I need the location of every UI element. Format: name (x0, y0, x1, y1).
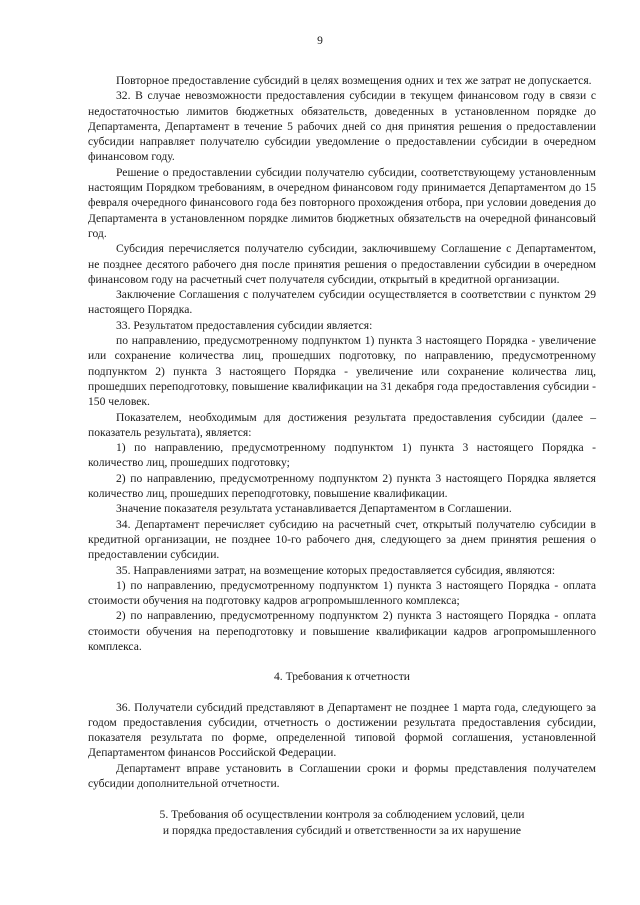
section-4-heading: 4. Требования к отчетности (274, 670, 410, 684)
paragraph-35: 35. Направлениями затрат, на возмещение которых предоставляется субсидия, являются: (116, 563, 556, 577)
document-body (88, 73, 596, 838)
paragraph: Субсидия перечисляется получателю субсидии, заключившему Соглашение с Департаментом, не позднее десятого рабочего дня после принятия решения о предоставлении субсидии в очередном финансовом году на расчетный счет получателя субсидии, открытый в кредитной организации. (88, 242, 596, 286)
paragraph: Департамент вправе установить в Соглашении сроки и формы представления получателем субсидии дополнительной отчетности. (88, 761, 596, 791)
paragraph: Повторное предоставление субсидий в целях возмещения одних и тех же затрат не допускается. (116, 74, 592, 87)
paragraph: по направлению, предусмотренному подпунктом 1) пункта 3 настоящего Порядка - увеличение или сохранение количества лиц, прошедших подготовку, по направлению, предусмотренному подпунктом 2) пункта 3 настоящего Порядка - увеличение или сохранение количества лиц, прошедших переподготовку, повышение квалификации на 31 декабря года предоставления субсидии - 150 человек. (88, 334, 596, 409)
section-5-heading-line: 5. Требования об осуществлении контроля за соблюдением условий, цели (159, 808, 525, 822)
page-number: 9 (317, 35, 323, 47)
paragraph-36: 36. Получатели субсидий представляют в Департамент не позднее 1 марта года, следующего за годом предоставления субсидии, отчетность о достижении результата предоставления субсидии, показателя результата по форме, определенной типовой формой соглашения, установленной Департаментом финансов Российской Федерации. (88, 700, 596, 760)
paragraph-34: 34. Департамент перечисляет субсидию на расчетный счет, открытый получателю субсидии в кредитной организации, не позднее 10-го рабочего дня, следующего за днем принятия решения о предоставлении субсидии. (88, 517, 596, 562)
list-item: 1) по направлению, предусмотренному подпунктом 1) пункта 3 настоящего Порядка - оплата стоимости обучения на подготовку кадров агропромышленного комплекса; (88, 578, 596, 608)
section-5-heading-line: и порядка предоставления субсидий и ответственности за их нарушение (162, 823, 522, 837)
paragraph-32: 32. В случае невозможности предоставления субсидии в текущем финансовом году в связи с недостаточностью лимитов бюджетных обязательств, доведенных в установленном порядке до Департамента, Департамент в течение 5 рабочих дней со дня принятия решения о предоставлении субсидии направляет получателю субсидии уведомление о предоставлении субсидии в очередном финансовом году. (88, 89, 596, 164)
paragraph: Показателем, необходимым для достижения результата предоставления субсидии (далее – показатель результата), является: (88, 410, 596, 439)
paragraph: Значение показателя результата устанавливается Департаментом в Соглашении. (116, 502, 512, 516)
list-item: 1) по направлению, предусмотренному подпунктом 1) пункта 3 настоящего Порядка - количество лиц, прошедших подготовку; (88, 441, 596, 470)
paragraph-33: 33. Результатом предоставления субсидии является: (116, 318, 373, 332)
paragraph: Решение о предоставлении субсидии получателю субсидии, соответствующему установленным настоящим Порядком требованиям, в очередном финансовом году принимается Департаментом до 15 февраля очередного финансового года без повторного прохождения отбора, при условии доведения до Департамента в установленном порядке лимитов бюджетных обязательств на очередной финансовый год. (88, 165, 596, 240)
paragraph: Заключение Соглашения с получателем субсидии осуществляется в соответствии с пунктом 29 настоящего Порядка. (88, 288, 596, 317)
list-item: 2) по направлению, предусмотренному подпунктом 2) пункта 3 настоящего Порядка - оплата стоимости обучения на переподготовку и повышение квалификации кадров агропромышленного комплекса. (88, 609, 596, 653)
section-5-heading (88, 807, 596, 838)
list-item: 2) по направлению, предусмотренному подпунктом 2) пункта 3 настоящего Порядка является количество лиц, прошедших переподготовку, повышение квалификации. (88, 471, 596, 501)
